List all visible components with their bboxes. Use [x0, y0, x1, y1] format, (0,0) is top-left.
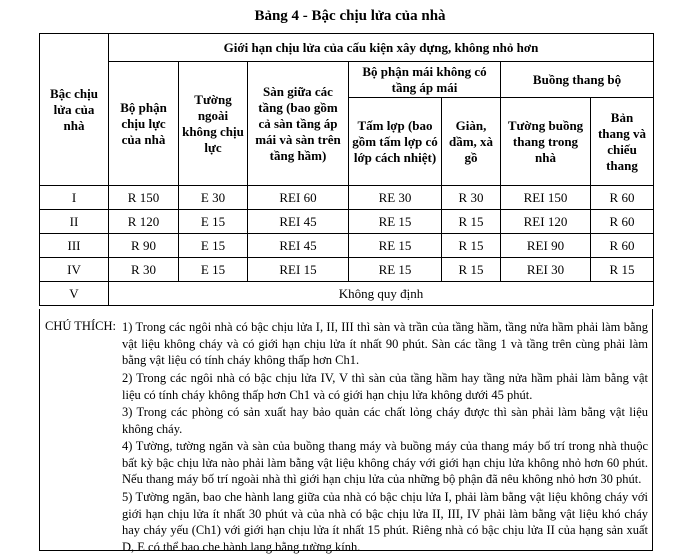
cell-stair-walls: REI 30: [501, 258, 591, 282]
cell-floors: REI 60: [248, 186, 349, 210]
header-trusses: Giàn, dầm, xà gồ: [442, 98, 501, 186]
table-row: [40, 258, 654, 282]
cell-rating: III: [40, 234, 109, 258]
header-floors: Sàn giữa các tầng (bao gồm cả sàn tầng áp mái và sàn trên tầng hầm): [248, 62, 349, 186]
cell-ext-wall: E 15: [179, 210, 248, 234]
note-item: 3) Trong các phòng có sản xuất hay bảo quản các chất lỏng cháy được thì sàn phải làm bằng vật liệu không cháy.: [122, 405, 648, 436]
header-roof-panels: Tấm lợp (bao gồm tấm lợp có lớp cách nhiệt): [349, 98, 442, 186]
cell-bearing: R 120: [109, 210, 179, 234]
cell-bearing: R 30: [109, 258, 179, 282]
header-group-title: Giới hạn chịu lửa của cấu kiện xây dựng, không nhỏ hơn: [109, 34, 654, 62]
header-rating: Bậc chịu lửa của nhà: [40, 34, 109, 186]
note-item: 5) Tường ngăn, bao che hành lang giữa của nhà có bậc chịu lửa I, phải làm bằng vật liệu không cháy với giới hạn chịu lửa ít nhất 30 phút và của nhà có bậc chịu lửa II, III, IV phải làm bằng vật liệu khó cháy hay cháy yếu (Ch1) với giới hạn chịu lửa ít nhất 15 phút. Riêng nhà có bậc chịu lửa II của hạng sản xuất D, E có thể bao che hành lang bằng tường kính.: [122, 490, 648, 554]
fire-rating-table: [39, 33, 654, 306]
cell-not-regulated: Không quy định: [109, 282, 654, 306]
cell-rating: IV: [40, 258, 109, 282]
cell-ext-wall: E 15: [179, 234, 248, 258]
cell-stair-walls: REI 150: [501, 186, 591, 210]
note-item: 1) Trong các ngôi nhà có bậc chịu lửa I, II, III thì sàn và trần của tầng hầm, tầng nửa hầm phải làm bằng vật liệu không cháy và có giới hạn chịu lửa ít nhất 90 phút. Sàn các tầng 1 và tầng trên cùng phải làm bằng vật liệu có tính cháy không thấp hơn Ch1.: [122, 320, 648, 367]
cell-bearing: R 150: [109, 186, 179, 210]
note-item: 4) Tường, tường ngăn và sàn của buồng thang máy và buồng máy của thang máy bố trí trong nhà thuộc bất kỳ bậc chịu lửa nào phải làm bằng vật liệu không cháy với giới hạn chịu lửa không nhỏ hơn 60 phút. Nếu thang máy bố trí ngoài nhà thì giới hạn chịu lửa của những bộ phận đã nêu không nhỏ hơn 30 phút.: [122, 439, 648, 486]
header-bearing: Bộ phận chịu lực của nhà: [109, 62, 179, 186]
cell-floors: REI 45: [248, 210, 349, 234]
cell-trusses: R 15: [442, 258, 501, 282]
cell-stair-flights: R 60: [591, 234, 654, 258]
cell-rating: II: [40, 210, 109, 234]
header-stair-flights: Bản thang và chiếu thang: [591, 98, 654, 186]
cell-roof-panels: RE 15: [349, 210, 442, 234]
cell-floors: REI 45: [248, 234, 349, 258]
table-row: [40, 234, 654, 258]
cell-rating: V: [40, 282, 109, 306]
cell-trusses: R 30: [442, 186, 501, 210]
cell-stair-walls: REI 120: [501, 210, 591, 234]
note-item: 2) Trong các ngôi nhà có bậc chịu lửa IV, V thì sàn của tầng hầm hay tầng nửa hầm phải làm bằng vật liệu có tính cháy không thấp hơn Ch1 và có giới hạn chịu lửa không dưới 45 phút.: [122, 371, 648, 402]
table-title: Bảng 4 - Bậc chịu lửa của nhà: [254, 8, 446, 24]
header-stair-walls: Tường buồng thang trong nhà: [501, 98, 591, 186]
table-row: [40, 210, 654, 234]
cell-trusses: R 15: [442, 234, 501, 258]
cell-floors: REI 15: [248, 258, 349, 282]
cell-trusses: R 15: [442, 210, 501, 234]
table-row: [40, 186, 654, 210]
cell-ext-wall: E 30: [179, 186, 248, 210]
notes-label: CHÚ THÍCH:: [45, 319, 116, 333]
cell-rating: I: [40, 186, 109, 210]
cell-roof-panels: RE 15: [349, 234, 442, 258]
cell-roof-panels: RE 15: [349, 258, 442, 282]
cell-bearing: R 90: [109, 234, 179, 258]
header-roof-group: Bộ phận mái không có tầng áp mái: [349, 62, 501, 98]
cell-ext-wall: E 15: [179, 258, 248, 282]
table-row: [40, 282, 654, 306]
cell-stair-flights: R 60: [591, 186, 654, 210]
cell-stair-flights: R 15: [591, 258, 654, 282]
cell-stair-flights: R 60: [591, 210, 654, 234]
cell-stair-walls: REI 90: [501, 234, 591, 258]
header-ext-wall: Tường ngoài không chịu lực: [179, 62, 248, 186]
cell-roof-panels: RE 30: [349, 186, 442, 210]
header-stair-group: Buồng thang bộ: [501, 62, 654, 98]
